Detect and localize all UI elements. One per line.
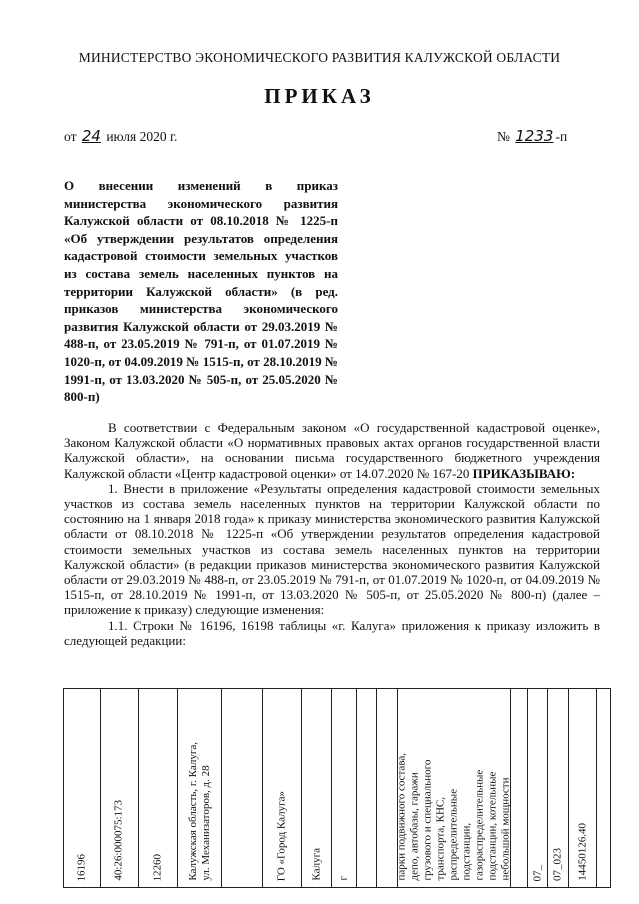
order-body [64, 420, 600, 648]
table-cell [139, 689, 178, 887]
preamble-text: В соответствии с Федеральным законом «О государственной кадастровой оценке», Законом Калужской области «О нормативных правовых актах органов государственной власти Калужской области», на основании письма государственного бюджетного учреждения Калужской области «Центр кадастровой оценки» от 14.07.2020 № 167-20 [64, 420, 600, 481]
table-cell [178, 689, 223, 887]
cell-cadastral-number: 40:26:000075:173 [112, 800, 125, 881]
clause-1: 1. Внести в приложение «Результаты определения кадастровой стоимости земельных участков из состава земель населенных пунктов на территории Калужской области по состоянию на 1 января 2018 года» к приказу министерства экономического развития Калужской области от 08.10.2018 № 1225-п «Об утверждении результатов определения кадастровой стоимости земельных участков из состава земель населенных пунктов на территории Калужской области» (в редакции приказов министерства экономического развития Калужской области от 29.03.2019 № 488-п, от 23.05.2019 № 791-п, от 01.07.2019 № 1020-п, от 04.09.2019 № 1515-п, от 28.10.2019 № 1991-п, от 13.03.2020 № 505-п, от 25.05.2020 № 800-п) (далее – приложение к приказу) следующие изменения: [64, 480, 600, 618]
table-cell [569, 689, 597, 887]
cell-settlement: Калуга [310, 848, 323, 881]
date-prefix: от [64, 129, 77, 144]
order-subject: О внесении изменений в приказ министерства экономического развития Калужской области от 08.10.2018 № 1225-п «Об утверждении результатов определения кадастровой стоимости земельных участков из состава земель населенных пунктов на территории Калужской области» (в ред. приказов министерства экономического развития Калужской области от 29.03.2019 № 488-п, от 23.05.2019 № 791-п, от 01.07.2019 № 1020-п, от 04.09.2019 № 1515-п, от 28.10.2019 № 1991-п, от 13.03.2020 № 505-п, от 25.05.2020 № 800-п) [64, 178, 338, 405]
cell-municipality: ГО «Город Калуга» [275, 790, 288, 881]
table-cell [64, 689, 101, 887]
cell-usage-type: парки подвижного состава, депо, автобазы, гаражи грузового и специального транспорта, КНС, распределительные подстанции, газораспределительные подстанции, котельные небольшой мощности [395, 753, 512, 881]
order-date [64, 127, 177, 145]
preamble-paragraph [64, 420, 600, 481]
table-cell [302, 689, 332, 887]
cell-settlement-type: г [337, 876, 350, 881]
number-suffix: -п [555, 129, 568, 144]
clause-1-1: 1.1. Строки № 16196, 16198 таблицы «г. Калуга» приложения к приказу изложить в следующей редакции: [64, 617, 600, 648]
date-suffix: июля 2020 г. [106, 129, 178, 144]
table-cell [332, 689, 356, 887]
amendment-table [63, 688, 611, 888]
cell-group-code: 07_ [531, 864, 544, 881]
document-title: ПРИКАЗ [264, 84, 375, 108]
ministry-name: МИНИСТЕРСТВО ЭКОНОМИЧЕСКОГО РАЗВИТИЯ КАЛУЖСКОЙ ОБЛАСТИ [78, 50, 561, 65]
handwritten-day: 24 [81, 127, 101, 145]
handwritten-number: 1233 [515, 127, 554, 145]
cell-area: 12260 [151, 853, 164, 881]
cell-row-number: 16196 [75, 853, 88, 881]
table-cell [222, 689, 263, 887]
table-cell [263, 689, 302, 887]
table-cell [511, 689, 528, 887]
table-cell [357, 689, 378, 887]
order-number [497, 127, 567, 145]
cell-cadastral-value: 14450126.40 [576, 823, 588, 881]
cell-address: Калужская область, г. Калуга, ул. Механизаторов, д. 28 [186, 742, 212, 881]
table-cell [528, 689, 549, 887]
table-cell [395, 689, 512, 887]
table-cell [597, 689, 610, 887]
cell-subgroup-code: 07_023 [551, 848, 564, 881]
table-cell [101, 689, 138, 887]
orders-keyword: ПРИКАЗЫВАЮ: [472, 465, 576, 481]
table-cell [548, 689, 569, 887]
number-prefix: № [497, 129, 510, 144]
